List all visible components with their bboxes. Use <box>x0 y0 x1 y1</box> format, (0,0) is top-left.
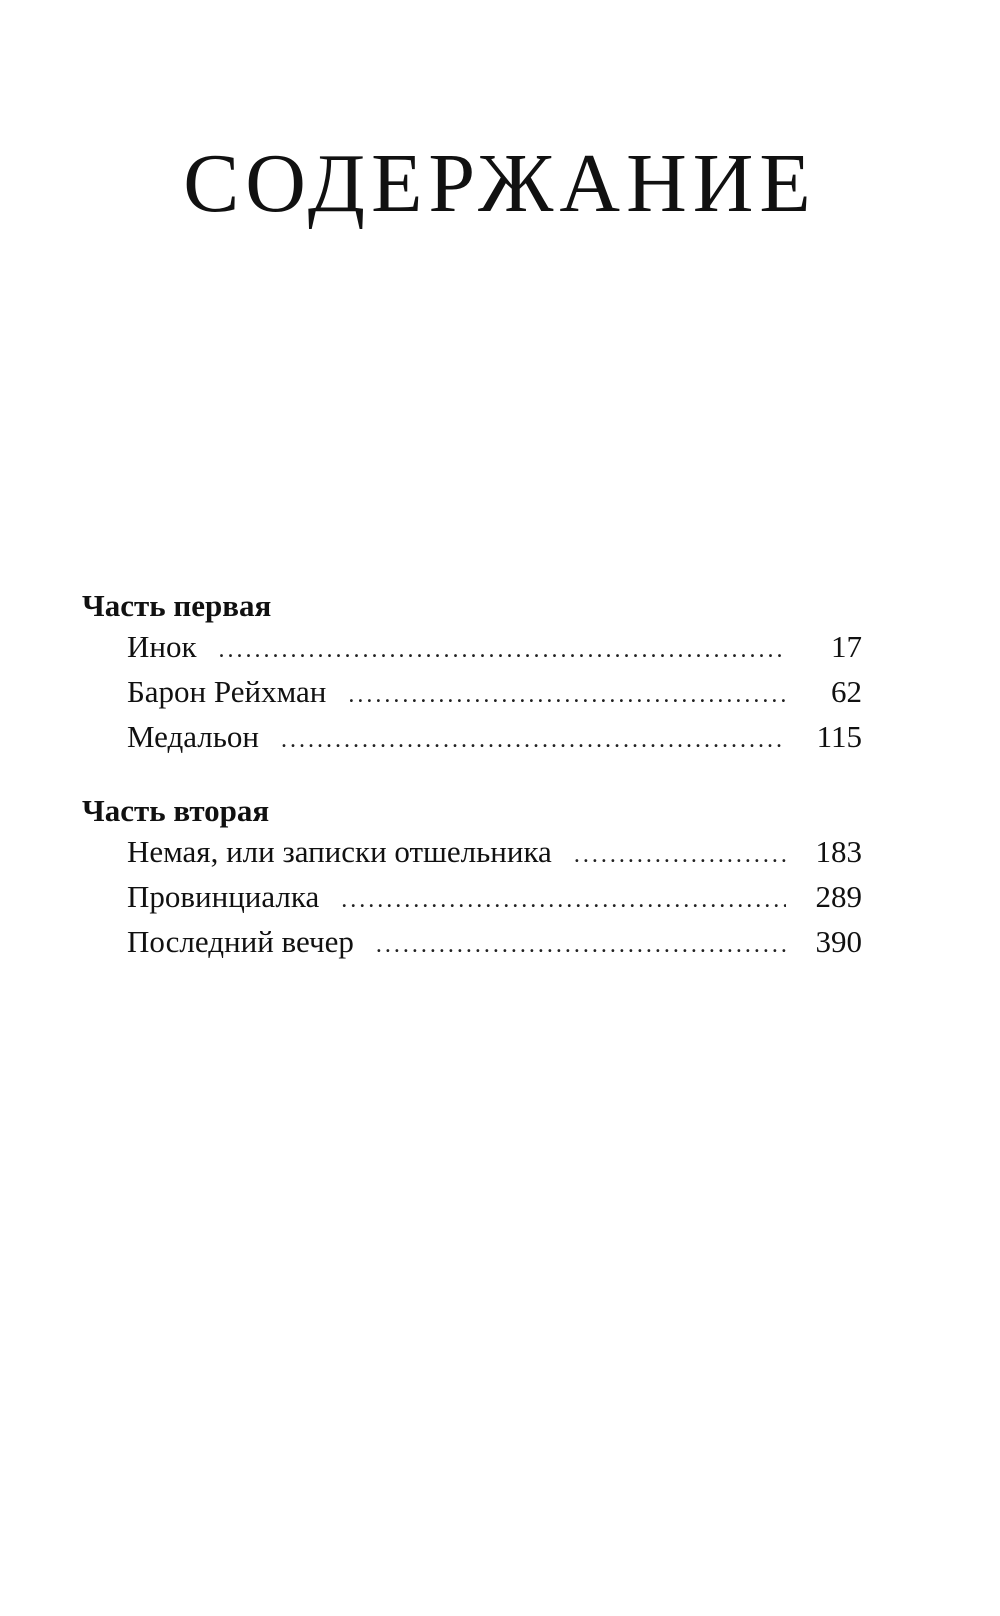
entry-label: Барон Рейхман <box>127 674 327 709</box>
entry-page-number: 289 <box>815 879 862 914</box>
entry-label: Медальон <box>127 719 260 754</box>
entry-page-number: 115 <box>816 719 862 754</box>
dot-leader <box>348 675 786 716</box>
entry-page-number: 17 <box>831 629 862 664</box>
toc-part-2 <box>82 791 862 966</box>
entry-label: Последний вечер <box>127 924 354 959</box>
entry-page-number: 390 <box>815 924 862 959</box>
toc-entry <box>82 671 862 716</box>
toc-entry <box>82 831 862 876</box>
table-of-contents <box>82 586 862 996</box>
entry-label: Инок <box>127 629 197 664</box>
dot-leader <box>376 925 786 966</box>
dot-leader <box>574 835 786 876</box>
part-title: Часть первая <box>82 588 272 623</box>
toc-entry <box>82 626 862 671</box>
dot-leader <box>281 720 786 761</box>
toc-part-1 <box>82 586 862 761</box>
dot-leader <box>341 880 786 921</box>
entry-label: Немая, или записки отшельника <box>127 834 552 869</box>
entry-page-number: 62 <box>831 674 862 709</box>
page-title: СОДЕРЖАНИЕ <box>183 137 817 230</box>
entry-label: Провинциалка <box>127 879 320 914</box>
toc-entry <box>82 921 862 966</box>
toc-entry <box>82 876 862 921</box>
dot-leader <box>219 630 786 671</box>
part-title: Часть вторая <box>82 793 270 828</box>
entry-page-number: 183 <box>815 834 862 869</box>
toc-entry <box>82 716 862 761</box>
